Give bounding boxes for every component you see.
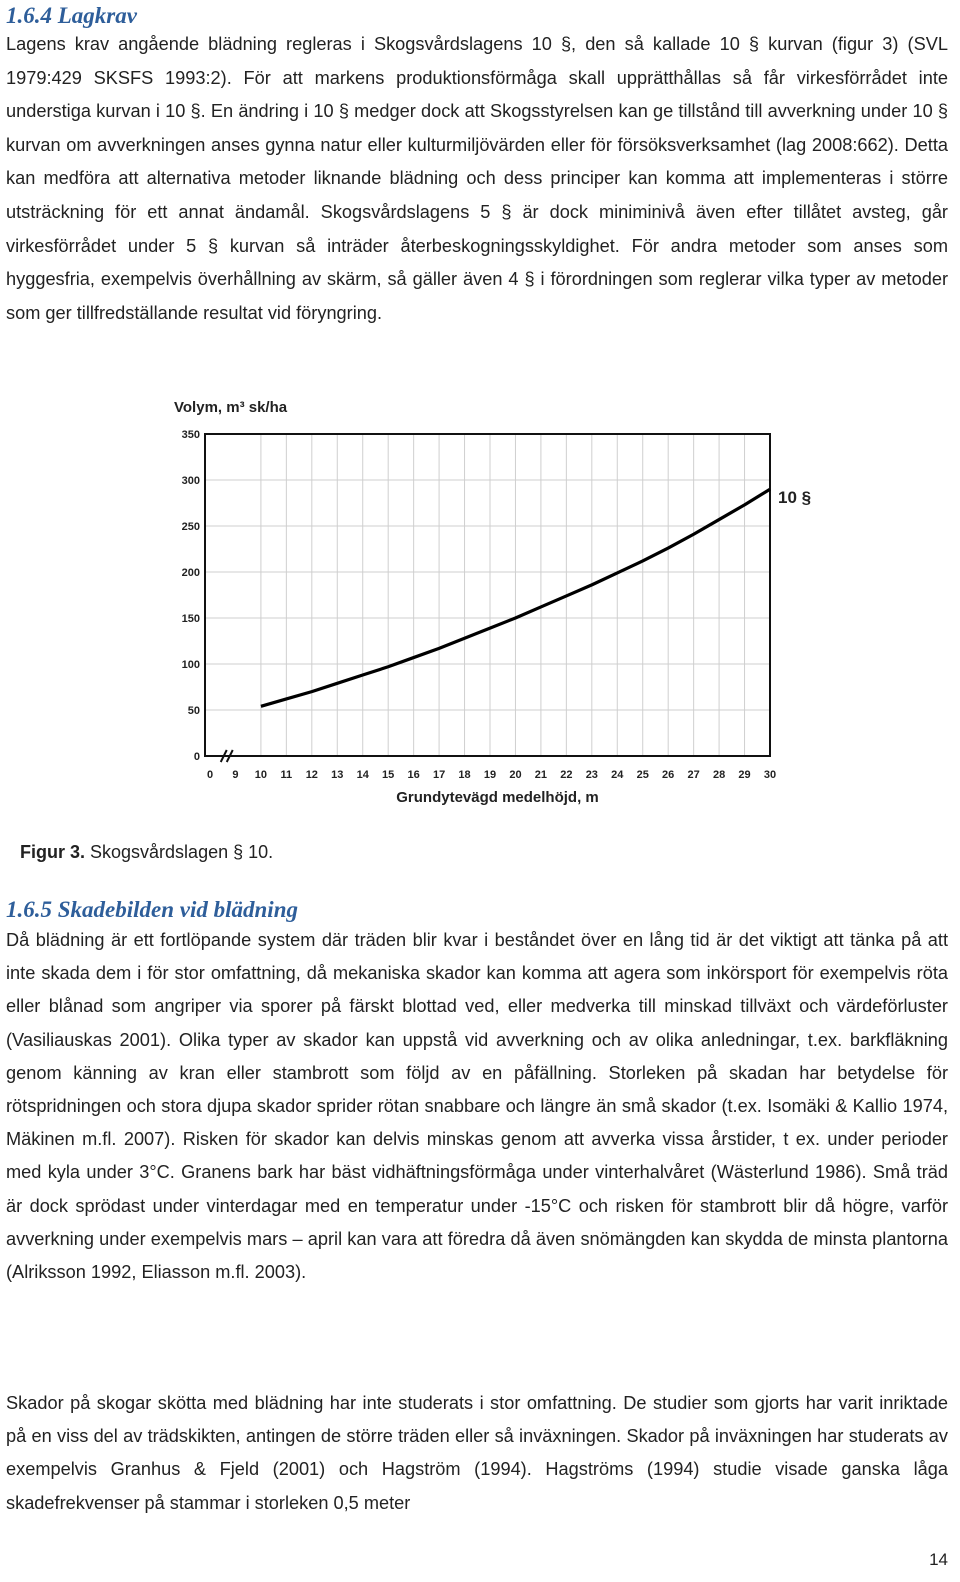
x-tick-label: 27 [687, 769, 700, 781]
x-tick-label: 12 [305, 769, 318, 781]
x-tick-label: 29 [738, 769, 751, 781]
x-tick-label: 10 [254, 769, 268, 781]
x-tick-label: 17 [432, 769, 446, 781]
x-tick-label: 28 [712, 769, 726, 781]
x-tick-label: 24 [611, 769, 624, 781]
x-tick-label: 9 [232, 769, 239, 781]
x-tick-label: 13 [331, 769, 344, 781]
y-axis-title: Volym, m³ sk/ha [174, 399, 288, 416]
x-tick-label: 18 [458, 769, 471, 781]
y-tick-label: 0 [193, 751, 200, 763]
y-tick-label: 350 [181, 429, 200, 441]
caption-text: Skogsvårdslagen § 10. [85, 842, 274, 862]
series-label: 10 § [778, 488, 812, 508]
x-tick-label: 20 [509, 769, 522, 781]
x-tick-label: 11 [280, 769, 293, 781]
section-heading-lagkrav: 1.6.4 Lagkrav [6, 3, 137, 28]
x-tick-label: 16 [407, 769, 420, 781]
plot-frame [205, 434, 770, 756]
x-axis-title: Grundytevägd medelhöjd, m [396, 789, 599, 806]
paragraph-skadebilden-2: Skador på skogar skötta med blädning har inte studerats i stor omfattning. De studier som gjorts har varit inriktade på en viss del av trädskikten, antingen de större träden eller så inväxningen. Skador på inväxningen har studerats av exempelvis Granhus & Fjeld (2001) och Hagström (1994). Hagströms (1994) studie visade ganska låga skadefrekvenser på stammar i storleken 0,5 meter [6, 1393, 948, 1513]
caption-label: Figur 3. [20, 842, 86, 862]
page-number: 14 [929, 1550, 948, 1569]
x-tick-label: 15 [382, 769, 395, 781]
y-tick-label: 300 [181, 475, 200, 487]
section-heading-skadebilden: 1.6.5 Skadebilden vid blädning [6, 897, 298, 922]
chart-svg [160, 392, 812, 832]
y-tick-label: 50 [187, 705, 200, 717]
x-tick-label: 25 [636, 769, 649, 781]
x-tick-label: 14 [356, 769, 369, 781]
paragraph-lagkrav: Lagens krav angående blädning regleras i Skogsvårdslagens 10 §, den så kallade 10 § kurvan (figur 3) (SVL 1979:429 SKSFS 1993:2). För att markens produktionsförmåga skall upprätthållas så får virkesförrådet inte understiga kurvan i 10 §. En ändring i 10 § medger dock att Skogsstyrelsen kan ge tillstånd till avverkning under 10 § kurvan om avverkningen anses gynna natur eller kulturmiljövärden eller för försöksverksamhet (lag 2008:662). Detta kan medföra att alternativa metoder liknande blädning och dess principer kan komma att implementeras i större utsträckning för ett annat ändamål. Skogsvårdslagens 5 § är dock miniminivå även efter tillåtet avsteg, går virkesförrådet under 5 § kurvan så inträder återbeskogningsskyldighet. För andra metoder som anses som hyggesfria, exempelvis överhållning av skärm, så gäller även 4 § i förordningen som reglerar vilka typer av metoder som ger tillfredställande resultat vid föryngring. [6, 34, 948, 323]
y-tick-label: 100 [181, 659, 200, 671]
y-tick-label: 200 [181, 567, 200, 579]
figure-10-paragraph-curve [160, 392, 812, 832]
x-tick-label: 26 [662, 769, 675, 781]
x-tick-label: 19 [483, 769, 497, 781]
y-tick-label: 150 [181, 613, 200, 625]
x-tick-label: 30 [763, 769, 777, 781]
paragraph-skadebilden-1: Då blädning är ett fortlöpande system där träden blir kvar i beståndet över en lång tid är det viktigt att tänka på att inte skada dem i för stor omfattning, då mekaniska skador kan komma att agera som inkörsport för exempelvis röta eller blånad som angriper via sporer på färskt blottad ved, eller medverka till minskad tillväxt och värdeförluster (Vasiliauskas 2001). Olika typer av skador kan uppstå vid avverkning och av olika anledningar, t.ex. barkfläkning genom känning av kran eller stambrott som följd av en påfällning. Storleken på skadan har betydelse för rötspridningen och stora djupa skador sprider rötan snabbare och längre än små skador (t.ex. Isomäki & Kallio 1974, Mäkinen m.fl. 2007). Risken för skador kan delvis minskas genom att avverka vissa årstider, t ex. under perioder med kyla under 3°C. Granens bark har bäst vidhäftningsförmåga under vinterhalvåret (Wästerlund 1986). Små träd är dock sprödast under vinterdagar med en temperatur under -15°C och risken för stambrott blir då högre, varför avverkning under exempelvis mars – april kan vara att föredra då även snömängden kan skydda de minsta plantorna (Alriksson 1992, Eliasson m.fl. 2003). [6, 930, 948, 1283]
figure-caption [20, 840, 273, 864]
x-tick-label: 0 [206, 769, 214, 781]
y-tick-label: 250 [181, 521, 200, 533]
x-tick-label: 22 [560, 769, 573, 781]
x-tick-label: 21 [534, 769, 548, 781]
x-tick-label: 23 [585, 769, 598, 781]
